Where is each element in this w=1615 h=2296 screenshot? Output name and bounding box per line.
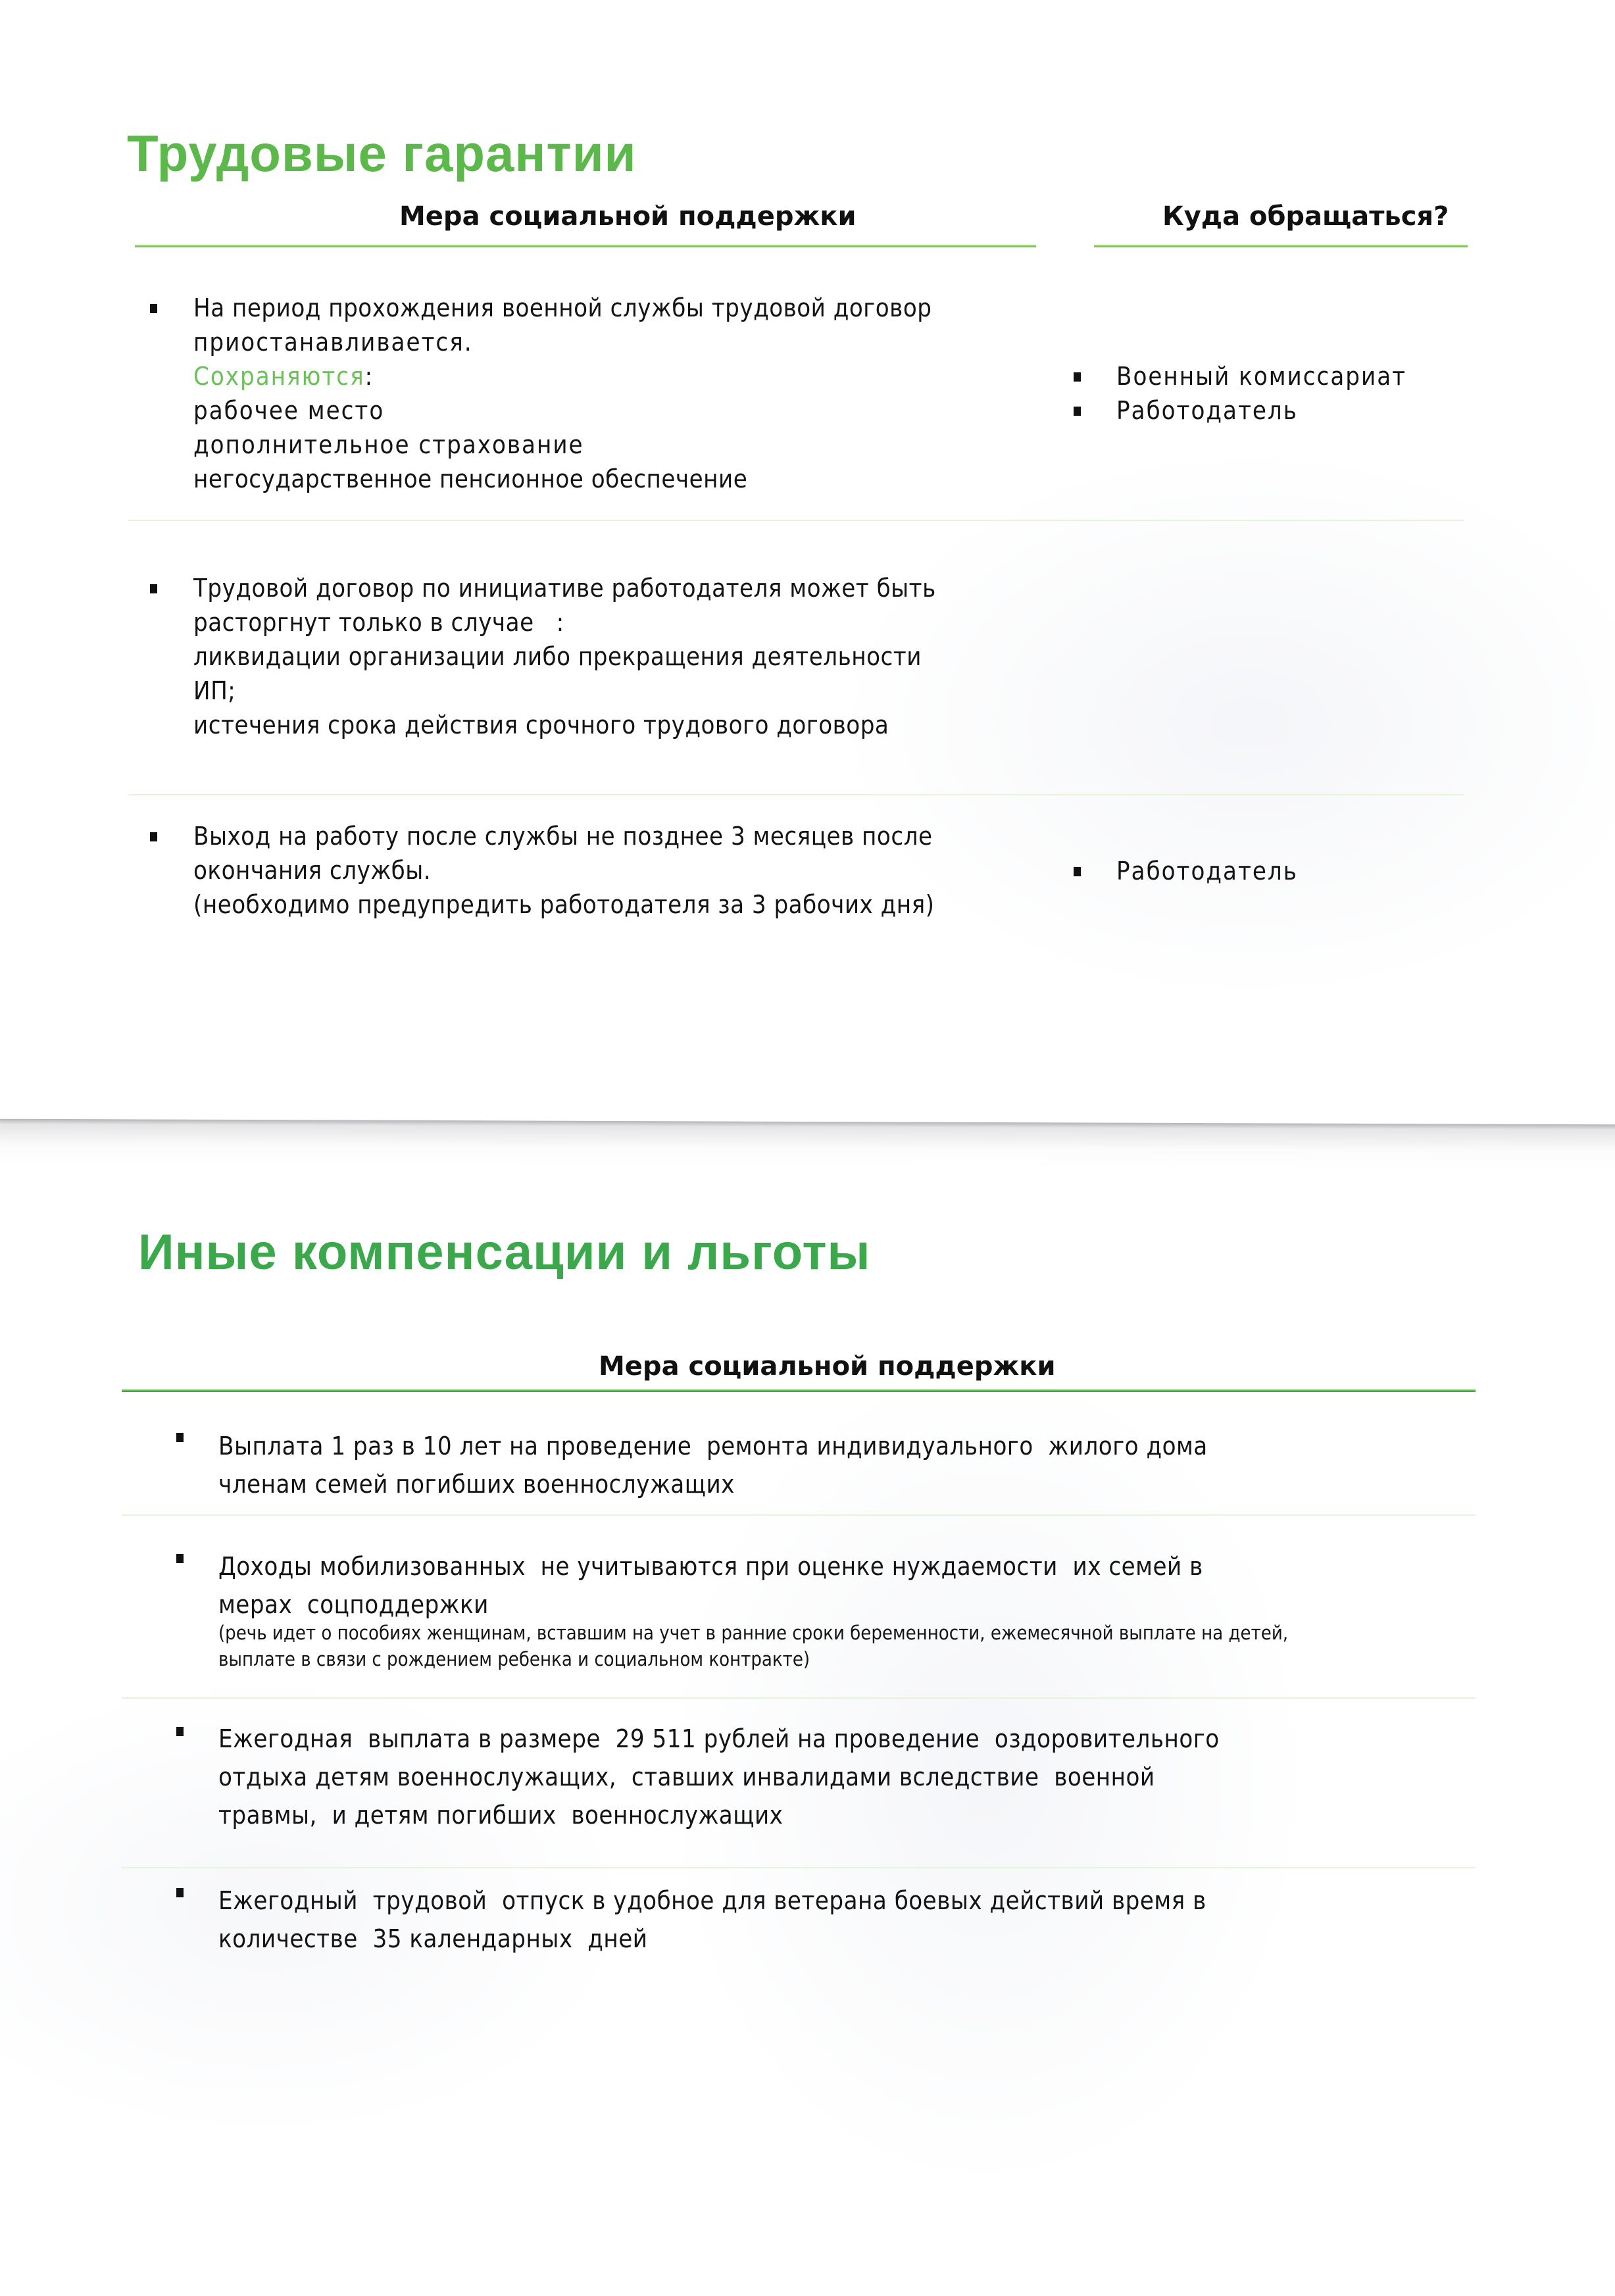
measure-line: ликвидации организации либо прекращения деятельности [193,642,922,671]
bullet-icon [176,1727,184,1736]
measure-line: (необходимо предупредить работодателя за 3 рабочих дня) [193,890,935,919]
benefit-line: Доходы мобилизованных не учитываются при оценке нуждаемости их семей в [218,1552,1203,1581]
measure-row-3 [193,819,935,922]
retained-item: дополнительное страхование [193,430,584,459]
measure-line: окончания службы. [193,856,432,885]
contact-employer: Работодатель [1116,396,1298,425]
benefit-item-4 [218,1882,1206,1958]
highlight-suffix: : [364,362,373,391]
bullet-icon [1074,372,1081,382]
bullet-icon [150,832,157,841]
measure-line: приостанавливается. [193,328,473,357]
benefit-item-2 [218,1547,1203,1624]
section-title-labor-guarantees: Трудовые гарантии [127,124,637,182]
highlight-retained: Сохраняются [193,362,365,391]
bullet-icon [176,1888,184,1897]
retained-item: негосударственное пенсионное обеспечение [193,464,748,493]
benefit-line: количестве 35 календарных дней [218,1924,648,1953]
column-header-measure: Мера социальной поддержки [599,1351,1056,1382]
benefit-line: Ежегодный трудовой отпуск в удобное для ветерана боевых действий время в [218,1886,1206,1915]
contact-employer: Работодатель [1116,857,1298,886]
note-line: выплате в связи с рождением ребенка и социальном контракте) [218,1648,810,1670]
benefit-line: травмы, и детям погибших военнослужащих [218,1801,783,1830]
measure-line: Трудовой договор по инициативе работодателя может быть [193,574,936,603]
header-rule-measure [122,1389,1476,1392]
column-header-contact: Куда обращаться? [1162,201,1449,232]
note-line: (речь идет о пособиях женщинам, вставшим на учет в ранние сроки беременности, ежемесячной выплате на детей, [218,1622,1289,1644]
retained-item: рабочее место [193,396,385,425]
paper-fold [0,1119,1615,1171]
column-header-measure: Мера социальной поддержки [399,201,857,232]
measure-line: ИП; [193,676,236,705]
bullet-icon [176,1554,184,1563]
bullet-icon [150,584,157,593]
bullet-icon [150,304,157,313]
benefit-item-2-note [218,1620,1288,1672]
contact-military-commissariat: Военный комиссариат [1116,362,1407,391]
measure-line: Выход на работу после службы не позднее 3 месяцев после [193,822,933,851]
bullet-icon [176,1433,184,1442]
section-title-other-compensations: Иные компенсации и льготы [138,1224,871,1280]
benefit-line: Ежегодная выплата в размере 29 511 рублей на проведение оздоровительного [218,1724,1220,1753]
measure-line: истечения срока действия срочного трудового договора [193,711,889,739]
benefit-line: отдыха детям военнослужащих, ставших инвалидами вследствие военной [218,1762,1155,1791]
row-divider [122,1514,1476,1516]
bullet-icon [1074,407,1081,416]
row-divider [128,520,1464,521]
row-divider [128,794,1464,795]
measure-row-1 [193,291,932,496]
measure-row-2 [193,571,936,742]
benefit-line: членам семей погибших военнослужащих [218,1470,735,1499]
benefit-item-3 [218,1720,1220,1834]
benefit-line: Выплата 1 раз в 10 лет на проведение ремонта индивидуального жилого дома [218,1432,1208,1460]
row-divider [122,1867,1476,1868]
measure-line: расторгнут только в случае : [193,608,564,637]
header-rule-measure [135,245,1036,247]
measure-line: На период прохождения военной службы трудовой договор [193,293,932,322]
benefit-item-1 [218,1427,1208,1503]
bullet-icon [1074,867,1081,876]
header-rule-contact [1094,245,1468,247]
benefit-line: мерах соцподдержки [218,1590,489,1619]
row-divider [122,1697,1476,1699]
